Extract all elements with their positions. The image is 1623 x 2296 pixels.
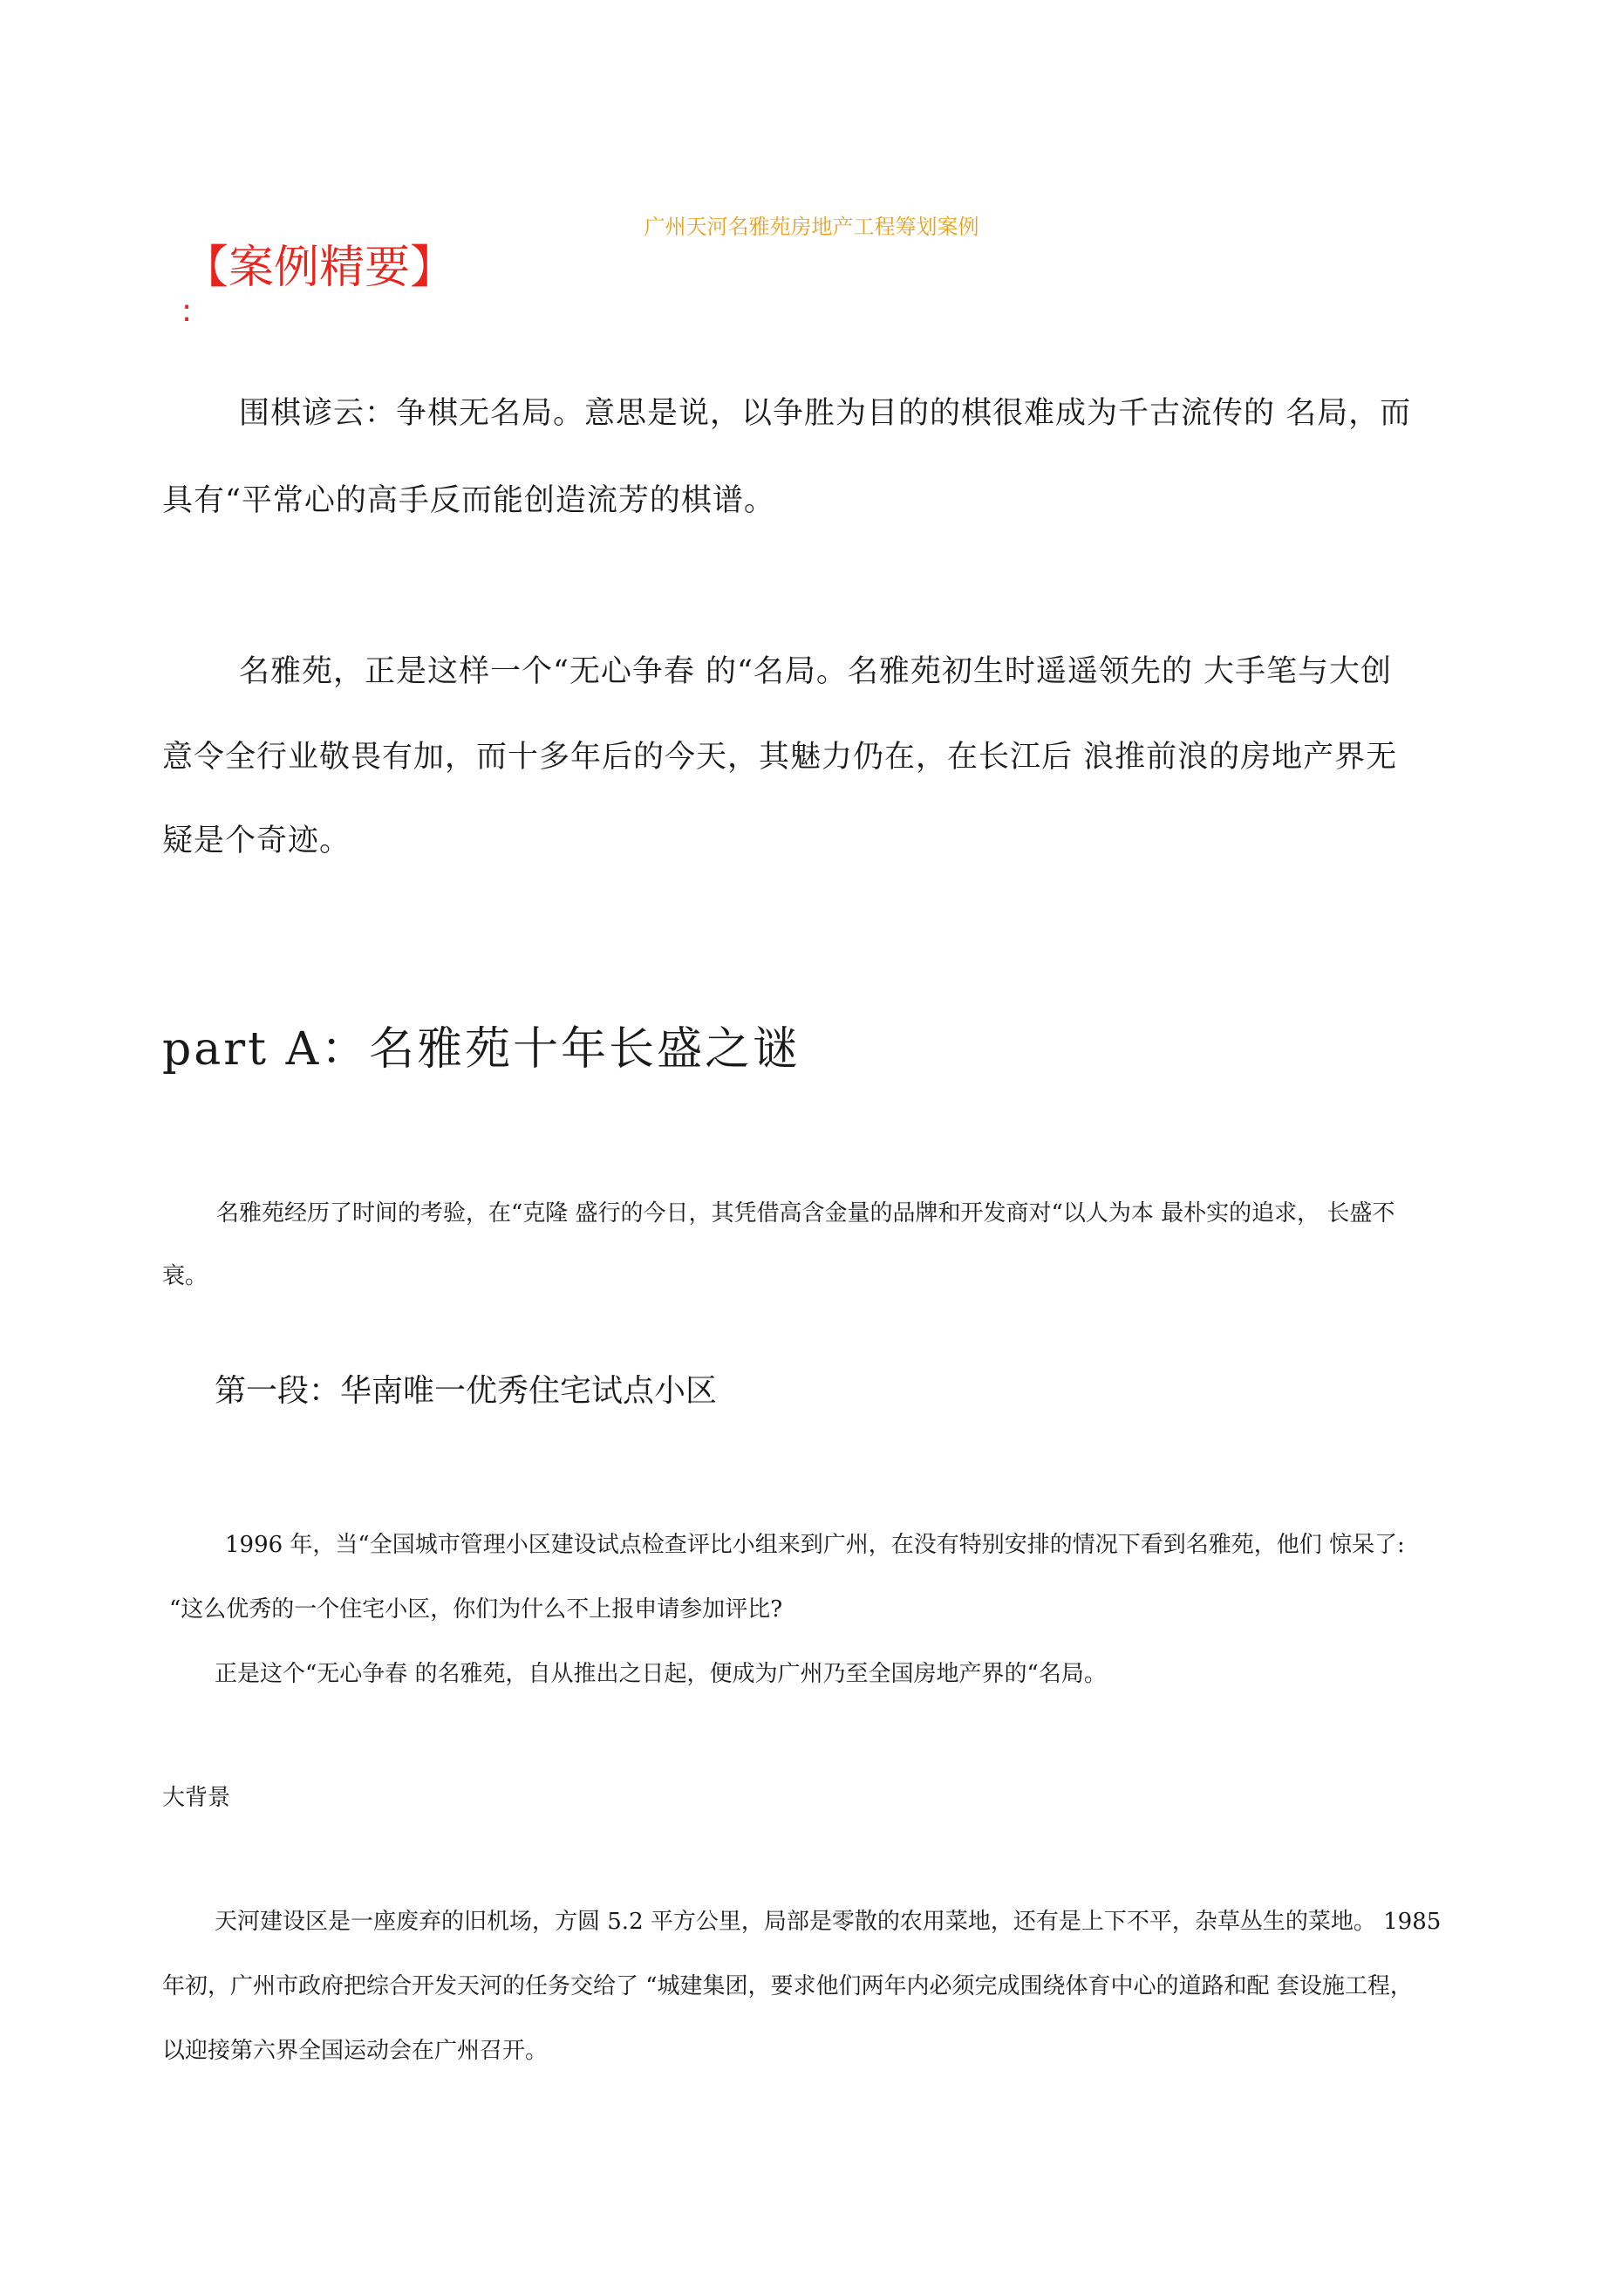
part-a-paragraph-line-2: 衰。 <box>162 1263 208 1289</box>
intro-paragraph-2-line-2: 意令全行业敬畏有加，而十多年后的今天，其魅力仍在，在长江后 浪推前浪的房地产界无 <box>162 740 1398 775</box>
stage-1-line-2: “这么优秀的一个住宅小区，你们为什么不上报申请参加评比? <box>169 1596 783 1623</box>
background-heading: 大背景 <box>162 1785 231 1811</box>
stage-1-heading: 第一段：华南唯一优秀住宅试点小区 <box>215 1373 718 1409</box>
background-line-2: 年初，广州市政府把综合开发天河的任务交给了 “城建集团，要求他们两年内必须完成围绕体育中心的道路和配 套设施工程， <box>162 1973 1413 1999</box>
part-a-paragraph-line-1: 名雅苑经历了时间的考验，在“克隆 盛行的今日，其凭借高含金量的品牌和开发商对“以人为本 最朴实的追求， 长盛不 <box>216 1200 1395 1227</box>
stage-1-line-3: 正是这个“无心争春 的名雅苑，自从推出之日起，便成为广州乃至全国房地产界的“名局。 <box>215 1661 1107 1687</box>
section-label: 【案例精要】 <box>183 242 456 294</box>
intro-paragraph-1-line-1: 围棋谚云：争棋无名局。意思是说，以争胜为目的的棋很难成为千古流传的 名局，而 <box>239 396 1412 431</box>
intro-paragraph-2-line-1: 名雅苑，正是这样一个“无心争春 的“名局。名雅苑初生时遥遥领先的 大手笔与大创 <box>239 654 1393 689</box>
intro-paragraph-2-line-3: 疑是个奇迹。 <box>162 823 351 858</box>
background-line-1: 天河建设区是一座废弃的旧机场，方圆 5.2 平方公里，局部是零散的农用菜地，还有是上下不平，杂草丛生的菜地。 1985 <box>215 1909 1442 1935</box>
part-a-heading: part A：名雅苑十年长盛之谜 <box>162 1023 801 1076</box>
stage-1-line-1: 1996 年，当“全国城市管理小区建设试点检查评比小组来到广州，在没有特别安排的情况下看到名雅苑，他们 惊呆了: <box>225 1532 1405 1558</box>
background-line-3: 以迎接第六界全国运动会在广州召开。 <box>162 2038 549 2064</box>
document-header-title: 广州天河名雅苑房地产工程筹划案例 <box>644 215 979 239</box>
section-label-colon: : <box>181 293 193 329</box>
intro-paragraph-1-line-2: 具有“平常心的高手反而能创造流芳的棋谱。 <box>162 483 775 518</box>
